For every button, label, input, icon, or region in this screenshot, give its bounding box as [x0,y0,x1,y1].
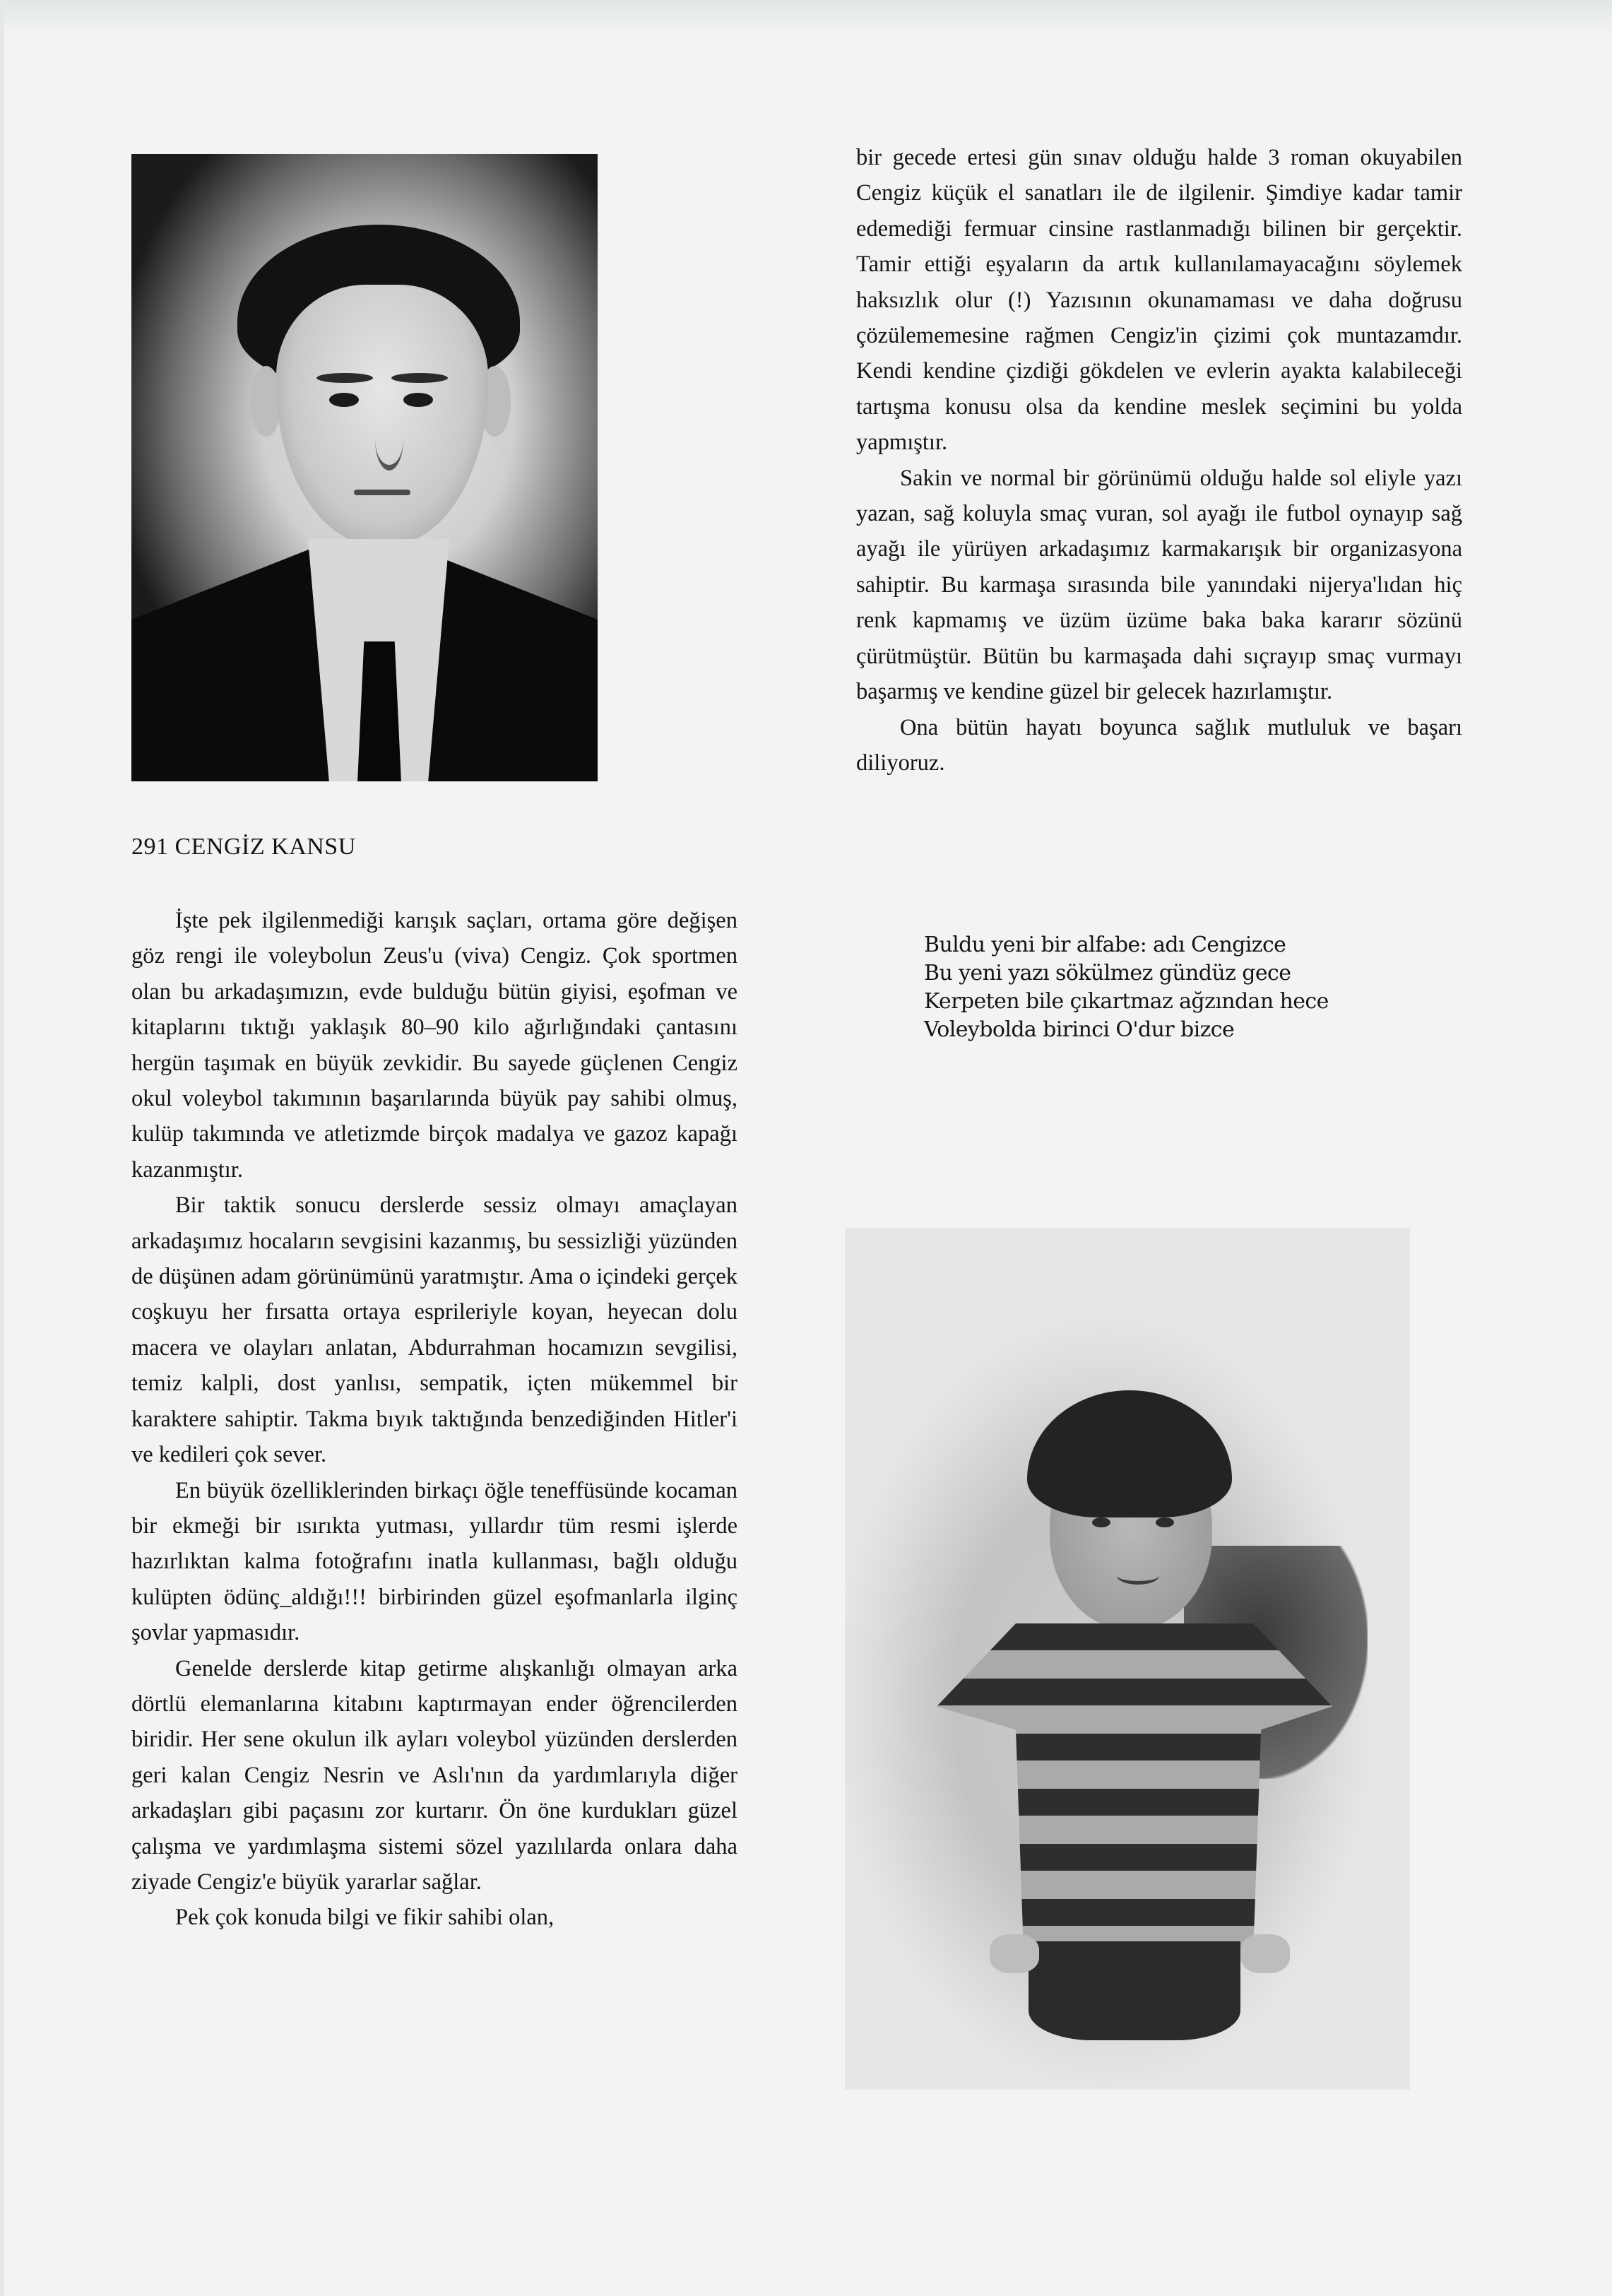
childhood-photo [845,1228,1410,2090]
profile-heading [131,834,356,860]
eye-left [329,393,359,407]
right-column-text [856,140,1462,781]
necktie [357,641,401,781]
eye-right [1156,1517,1174,1527]
paragraph: Pek çok konuda bilgi ve fikir sahibi olan, [175,1905,555,1931]
eye-right [403,393,433,407]
paragraph: Sakin ve normal bir görünümü olduğu halde sol eliyle yazı yazan, sağ koluyla smaç vuran, sol ayağı ile futbol oynayıp sağ ayağı ile yürüyen arkadaşımız karmakarışık bir organizasyona sahiptir. Bu karmaşa sırasında bile yanındaki nijerya'lıdan hiç renk kapmamış ve üzüm üzüme baka baka kararır sözünü çürütmüştür. Bütün bu karmaşada dahi sıçrayıp smaç vurmayı başarmış ve kendine güzel bir gelecek hazırlamıştır. [856,465,1462,705]
profile-name: CENGİZ KANSU [174,834,356,860]
paragraph: Genelde derslerde kitap getirme alışkanlığı olmayan arka dörtlü elemanlarına kitabını kaptırmayan ender öğrencilerden biridir. Her sene okulun ilk ayları voleybol yüzünden derslerden geri kalan Cengiz Nesrin ve Aslı'nın da yardımlarıyla diğer arkadaşları gibi paçasını zor kurtarır. Ön öne kurdukları güzel çalışma ve yardımlaşma sistemi sözel yazılılarda onlara daha ziyade Cengiz'e büyük yararlar sağlar. [131,1655,737,1895]
eye-left [1092,1517,1110,1527]
poem-line: Buldu yeni bir alfabe: adı Cengizce [924,933,1286,957]
poem-line: Kerpeten bile çıkartmaz ağzından hece [924,989,1329,1014]
poem-line: Bu yeni yazı sökülmez gündüz gece [924,961,1291,986]
paragraph: bir gecede ertesi gün sınav olduğu halde 3 roman okuyabilen Cengiz küçük el sanatları ile de ilgilenir. Şimdiye kadar tamir edemediği fermuar cinsine rastlanmadığı bilinen bir gerçektir. Tamir ettiği eşyaların da artık kullanılamayacağını söylemek haksızlık olur (!) Yazısının okunamaması ve daha doğrusu çözülememesine rağmen Cengiz'in çizimi çok muntazamdır. Kendi kendine çizdiği gökdelen ve evlerin ayakta kalabileceği tartışma konusu olsa da kendine meslek seçimini bu yolda yapmıştır. [856,145,1462,456]
page-top-edge [0,0,1612,34]
paragraph: Bir taktik sonucu derslerde sessiz olmayı amaçlayan arkadaşımız hocaların sevgisini kazanmış, bu sessizliği yüzünden de düşünen adam görünümünü yaratmıştır. Ama o içindeki gerçek coşkuyu her fırsatta ortaya esprileriyle koyan, heyecan dolu macera ve olayları anlatan, Abdurrahman hocamızın sevgilisi, temiz kalpli, dost yanlısı, sempatik, içten mükemmel bir karaktere sahiptir. Takma bıyık taktığında benzediğinden Hitler'i ve kedileri çok sever. [131,1193,737,1468]
left-column-text [131,903,737,1936]
eyebrow-right [391,373,448,383]
portrait-photo [131,154,598,781]
eyebrow-left [316,373,373,383]
poem-line: Voleybolda birinci O'dur bizce [924,1017,1235,1042]
paragraph: En büyük özelliklerinden birkaçı öğle teneffüsünde kocaman bir ekmeği bir ısırıkta yutması, yıllardır tüm resmi işlerde hazırlıktan kalma fotoğrafını inatla kullanması, bağlı olduğu kulüpten ödünç_aldığı!!! birbirinden güzel eşofmanlarla ilginç şovlar yapmasıdır. [131,1477,737,1646]
paragraph: Ona bütün hayatı boyunca sağlık mutluluk ve başarı diliyoruz. [856,714,1462,776]
nose [375,408,403,471]
hand-right [1240,1934,1290,1973]
page-left-edge [0,0,4,2296]
smile [1117,1567,1159,1585]
mouth [354,490,410,495]
pants [1029,1941,1240,2040]
hand-left [990,1934,1039,1973]
paragraph: İşte pek ilgilenmediği karışık saçları, ortama göre değişen göz rengi ile voleybolun Zeus'u (viva) Cengiz. Çok sportmen olan bu arkadaşımızın, evde bulduğu bütün giyisi, eşofman ve kitaplarını tıktığı yaklaşık 80–90 kilo ağırlığındaki çantasını hergün taşımak en büyük zevkidir. Bu sayede güçlenen Cengiz okul voleybol takımının başarılarında büyük pay sahibi olmuş, kulüp takımında ve atletizmde birçok madalya ve gazoz kapağı kazanmıştır. [131,908,737,1183]
profile-number: 291 [131,834,169,860]
poem [924,931,1329,1044]
